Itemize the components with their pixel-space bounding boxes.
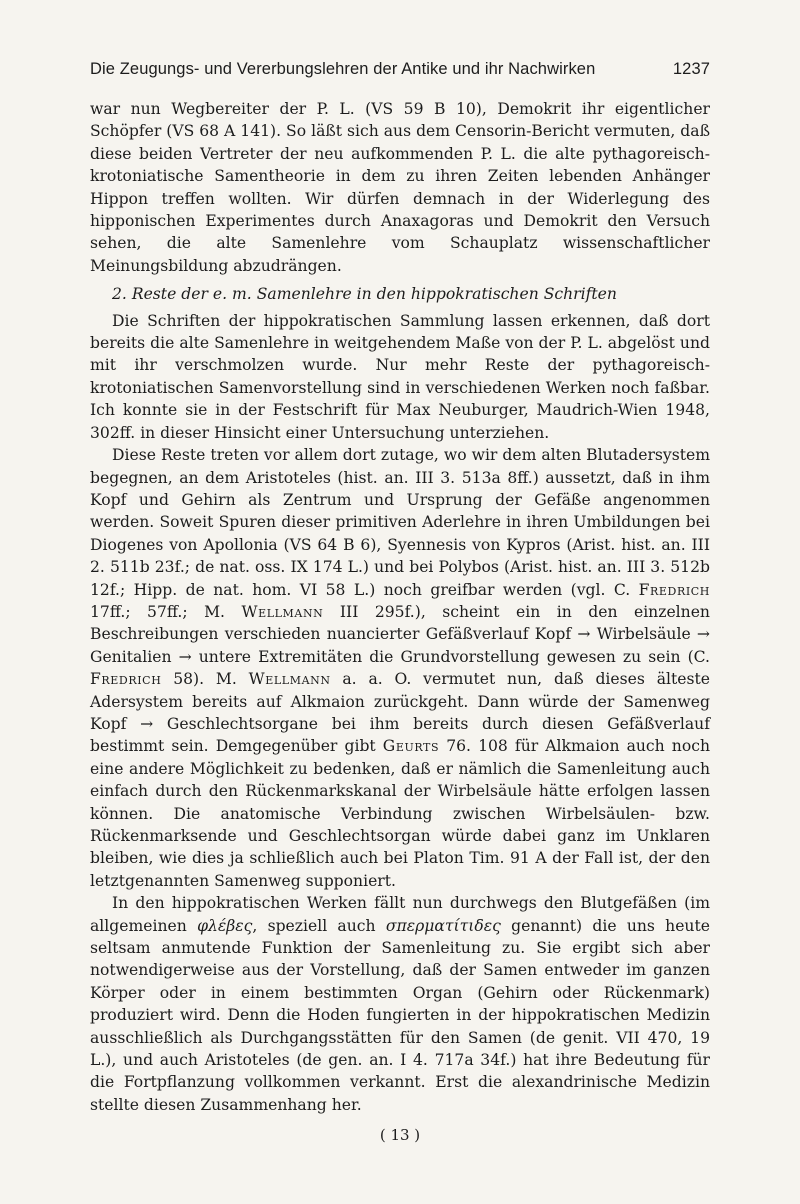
text-run: III 295f.), scheint ein in den einzelnen Beschreibungen verschieden nuancierter Gefäßverlauf Kopf → Wirbelsäule → Genitalien → untere Extremitäten die Grundvorstellung gewesen zu sein (C.: [90, 602, 710, 666]
author-name: Fredrich: [90, 670, 162, 689]
text-run: 17ff.; 57ff.; M.: [90, 602, 226, 621]
greek-term: φλέβες: [197, 916, 253, 935]
text-run: 58). M.: [173, 670, 237, 689]
running-header: [90, 60, 710, 79]
greek-term: σπερματίτιδες: [385, 916, 501, 935]
text-run: In den hippokratischen Werken fällt nun durchwegs den Blutgefäßen (im allgemeinen: [90, 894, 710, 935]
author-name: Wellmann: [241, 602, 324, 621]
body-text: [90, 98, 710, 1116]
page-footer: [0, 1126, 800, 1144]
paragraph: [90, 892, 710, 1116]
author-name: Wellmann: [248, 670, 331, 689]
text-run: genannt) die uns heute seltsam anmutende Funktion der Samenleitung zu. Sie ergibt sich aber notwendigerweise aus der Vorstellung, daß der Samen entweder im ganzen Körper oder in einem bestimmten Organ (Gehirn oder Rückenmark) produziert wird. Denn die Hoden fungierten in der hippokratischen Medizin ausschließlich als Durchgangsstätten für den Samen (de genit. VII 470, 19 L.), und auch Aristoteles (de gen. an. I 4. 717a 34f.) hat ihre Bedeutung für die Fortpflanzung vollkommen verkannt. Erst die alexandrinische Medizin stellte diesen Zusammenhang her.: [90, 916, 710, 1114]
text-run: Diese Reste treten vor allem dort zutage, wo wir dem alten Blutadersystem begegnen, an dem Aristoteles (hist. an. III 3. 513a 8ff.) aussetzt, daß in ihm Kopf und Gehirn als Zentrum und Ursprung der Gefäße angenommen werden. Soweit Spuren dieser primitiven Aderlehre in ihren Umbildungen bei Diogenes von Apollonia (VS 64 B 6), Syennesis von Kypros (Arist. hist. an. III 2. 511b 23f.; de nat. oss. IX 174 L.) und bei Polybos (Arist. hist. an. III 3. 512b 12f.; Hipp. de nat. hom. VI 58 L.) noch greifbar werden (vgl. C.: [90, 446, 710, 599]
author-name: Fredrich: [638, 580, 710, 599]
author-name: Geurts: [382, 737, 440, 756]
page-number: 1237: [672, 60, 710, 78]
paragraph: Die Schriften der hippokratischen Sammlung lassen erkennen, daß dort bereits die alte Samenlehre in weitgehendem Maße von der P. L. abgelöst und mit ihr verschmolzen wurde. Nur mehr Reste der pythagoreisch-krotoniatischen Samenvorstellung sind in verschiedenen Werken noch faßbar. Ich konnte sie in der Festschrift für Max Neuburger, Maudrich-Wien 1948, 302ff. in dieser Hinsicht einer Untersuchung unterziehen.: [90, 311, 710, 442]
text-run: a. a. O. vermutet nun, daß dieses älteste Adersystem bereits auf Alkmaion zurückgeht. Dann würde der Samenweg Kopf → Geschlechtsorgane bei ihm bereits durch diesen Gefäßverlauf bestimmt sein. Demgegenüber gibt: [90, 670, 710, 756]
text-run: 76. 108 für Alkmaion auch noch eine andere Möglichkeit zu bedenken, daß er nämlich die Samenleitung auch einfach durch den Rückenmarkskanal der Wirbelsäule hätte erfolgen lassen können. Die anatomische Verbindung zwischen Wirbelsäulen- bzw. Rückenmarksende und Geschlechtsorgan würde dabei ganz im Unklaren bleiben, wie dies ja schließlich auch bei Platon Tim. 91 A der Fall ist, der den letztgenannten Samenweg supponiert.: [90, 737, 710, 890]
text-run: , speziell auch: [252, 916, 376, 935]
page-marker: ( 13 ): [379, 1126, 421, 1144]
paragraph: [90, 444, 710, 892]
running-title: Die Zeugungs- und Vererbungslehren der Antike und ihr Nachwirken: [90, 60, 596, 78]
section-heading: 2. Reste der e. m. Samenlehre in den hippokratischen Schriften: [112, 285, 617, 304]
paragraph: war nun Wegbereiter der P. L. (VS 59 B 10), Demokrit ihr eigentlicher Schöpfer (VS 68 A 141). So läßt sich aus dem Censorin-Bericht vermuten, daß diese beiden Vertreter der neu aufkommenden P. L. die alte pythagoreisch-krotoniatische Samentheorie in dem zu ihren Zeiten lebenden Anhänger Hippon treffen wollten. Wir dürfen demnach in der Widerlegung des hipponischen Experimentes durch Anaxagoras und Demokrit den Versuch sehen, die alte Samenlehre vom Schauplatz wissenschaftlicher Meinungsbildung abzudrängen.: [90, 100, 710, 275]
